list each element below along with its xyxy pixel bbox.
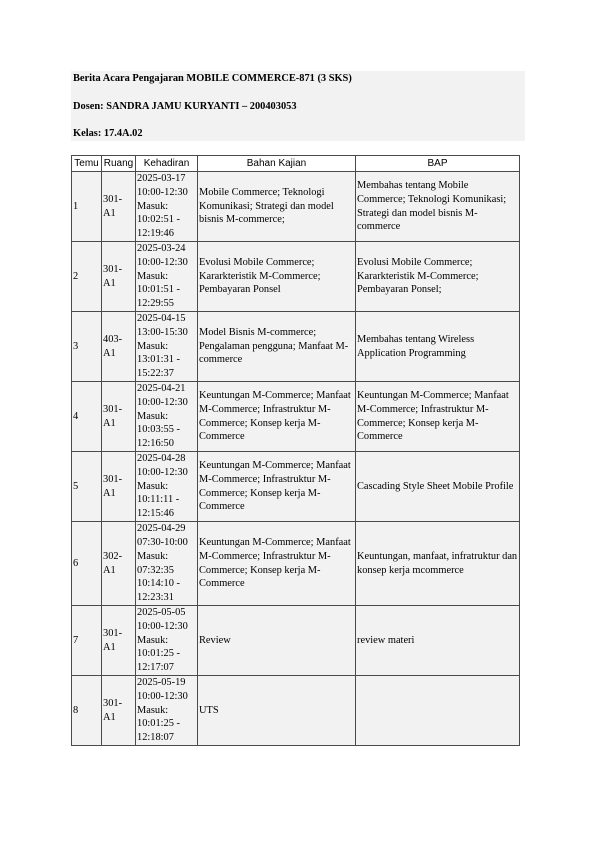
time-out: 12:15:46: [137, 508, 174, 520]
masuk-label: Masuk:: [137, 200, 169, 212]
bap-cell: Evolusi Mobile Commerce; Kararkteristik M-Commerce; Pembayaran Ponsel;: [356, 242, 520, 312]
masuk-label: Masuk:: [137, 410, 169, 422]
date: 2025-05-05: [137, 607, 186, 618]
bahan-kajian-cell: Model Bisnis M-commerce; Pengalaman pengguna; Manfaat M-commerce: [198, 312, 356, 382]
schedule-time: 13:00-15:30: [137, 326, 188, 338]
column-header-bahan-kajian: Bahan Kajian: [198, 156, 356, 172]
kehadiran-cell: [136, 452, 198, 522]
schedule-time: 07:30-10:00: [137, 536, 188, 548]
bahan-kajian-cell: Keuntungan M-Commerce; Manfaat M-Commerce; Infrastruktur M-Commerce; Konsep kerja M-Commerce: [198, 452, 356, 522]
bahan-kajian-cell: Mobile Commerce; Teknologi Komunikasi; Strategi dan model bisnis M-commerce;: [198, 172, 356, 242]
time-out: 12:18:07: [137, 732, 174, 744]
table-row: [72, 312, 520, 382]
schedule-time: 10:00-12:30: [137, 620, 188, 632]
bap-cell: Cascading Style Sheet Mobile Profile: [356, 452, 520, 522]
temu-cell: 8: [72, 676, 102, 746]
time-extra: 12:23:31: [137, 592, 174, 604]
bahan-kajian-cell: UTS: [198, 676, 356, 746]
ruang-cell: 301-A1: [102, 382, 136, 452]
schedule-time: 10:00-12:30: [137, 690, 188, 702]
bahan-kajian-cell: Evolusi Mobile Commerce; Kararkteristik M-Commerce; Pembayaran Ponsel: [198, 242, 356, 312]
ruang-cell: 302-A1: [102, 522, 136, 606]
table-row: [72, 242, 520, 312]
time-out: 15:22:37: [137, 368, 174, 380]
temu-cell: 6: [72, 522, 102, 606]
bap-cell: Keuntungan M-Commerce; Manfaat M-Commerce; Infrastruktur M-Commerce; Konsep kerja M-Commerce: [356, 382, 520, 452]
time-out: 12:29:55: [137, 298, 174, 310]
bahan-kajian-cell: Keuntungan M-Commerce; Manfaat M-Commerce; Infrastruktur M-Commerce; Konsep kerja M-Commerce: [198, 382, 356, 452]
column-header-kehadiran: Kehadiran: [136, 156, 198, 172]
temu-cell: 3: [72, 312, 102, 382]
temu-cell: 1: [72, 172, 102, 242]
date: 2025-04-29: [137, 523, 186, 535]
class-line: Kelas: 17.4A.02: [73, 128, 143, 139]
table-row: [72, 522, 520, 606]
time-in: 10:01:51 -: [137, 284, 181, 296]
ruang-cell: 301-A1: [102, 172, 136, 242]
table-header-row: [72, 156, 520, 172]
time-in: 13:01:31 -: [137, 354, 181, 366]
bap-cell: Membahas tentang Wireless Application Programming: [356, 312, 520, 382]
time-in: 07:32:35: [137, 564, 174, 576]
kehadiran-cell: [136, 172, 198, 242]
date: 2025-04-21: [137, 383, 186, 394]
time-in: 10:11:11 -: [137, 494, 180, 506]
date: 2025-04-28: [137, 453, 186, 464]
schedule-time: 10:00-12:30: [137, 256, 188, 268]
column-header-ruang: Ruang: [102, 156, 136, 172]
bap-cell: Keuntungan, manfaat, infratruktur dan konsep kerja mcommerce: [356, 522, 520, 606]
masuk-label: Masuk:: [137, 480, 169, 492]
ruang-cell: 301-A1: [102, 452, 136, 522]
kehadiran-cell: [136, 242, 198, 312]
ruang-cell: 403-A1: [102, 312, 136, 382]
kehadiran-cell: [136, 382, 198, 452]
temu-cell: 7: [72, 606, 102, 676]
temu-cell: 4: [72, 382, 102, 452]
ruang-cell: 301-A1: [102, 676, 136, 746]
attendance-table: [71, 155, 520, 746]
bap-cell: review materi: [356, 606, 520, 676]
date: 2025-03-24: [137, 243, 186, 254]
kehadiran-cell: [136, 522, 198, 606]
column-header-temu: Temu: [72, 156, 102, 172]
masuk-label: Masuk:: [137, 550, 169, 562]
masuk-label: Masuk:: [137, 340, 169, 352]
table-row: [72, 676, 520, 746]
temu-cell: 2: [72, 242, 102, 312]
masuk-label: Masuk:: [137, 634, 169, 646]
kehadiran-cell: [136, 606, 198, 676]
time-in: 10:01:25 -: [137, 718, 181, 730]
document-title: Berita Acara Pengajaran MOBILE COMMERCE-871 (3 SKS): [73, 73, 352, 84]
schedule-time: 10:00-12:30: [137, 186, 188, 198]
kehadiran-cell: [136, 676, 198, 746]
schedule-time: 10:00-12:30: [137, 466, 188, 478]
date: 2025-04-15: [137, 313, 186, 324]
lecturer-line: Dosen: SANDRA JAMU KURYANTI – 200403053: [73, 101, 297, 112]
masuk-label: Masuk:: [137, 704, 169, 716]
schedule-time: 10:00-12:30: [137, 396, 188, 408]
time-out: 12:16:50: [137, 438, 174, 450]
time-in: 10:02:51 -: [137, 214, 181, 226]
time-in: 10:03:55 -: [137, 424, 181, 436]
ruang-cell: 301-A1: [102, 606, 136, 676]
temu-cell: 5: [72, 452, 102, 522]
time-out: 12:19:46: [137, 228, 174, 240]
table-row: [72, 606, 520, 676]
time-in: 10:01:25 -: [137, 648, 181, 660]
bahan-kajian-cell: Review: [198, 606, 356, 676]
time-out: 10:14:10 -: [137, 578, 181, 590]
table-row: [72, 172, 520, 242]
ruang-cell: 301-A1: [102, 242, 136, 312]
column-header-bap: BAP: [356, 156, 520, 172]
kehadiran-cell: [136, 312, 198, 382]
table-row: [72, 382, 520, 452]
bap-cell: [356, 676, 520, 746]
table-row: [72, 452, 520, 522]
date: 2025-03-17: [137, 173, 186, 184]
masuk-label: Masuk:: [137, 270, 169, 282]
bahan-kajian-cell: Keuntungan M-Commerce; Manfaat M-Commerce; Infrastruktur M-Commerce; Konsep kerja M-Commerce: [198, 522, 356, 606]
date: 2025-05-19: [137, 677, 186, 688]
time-out: 12:17:07: [137, 662, 174, 674]
bap-cell: Membahas tentang Mobile Commerce; Teknologi Komunikasi; Strategi dan model bisnis M-commerce: [356, 172, 520, 242]
